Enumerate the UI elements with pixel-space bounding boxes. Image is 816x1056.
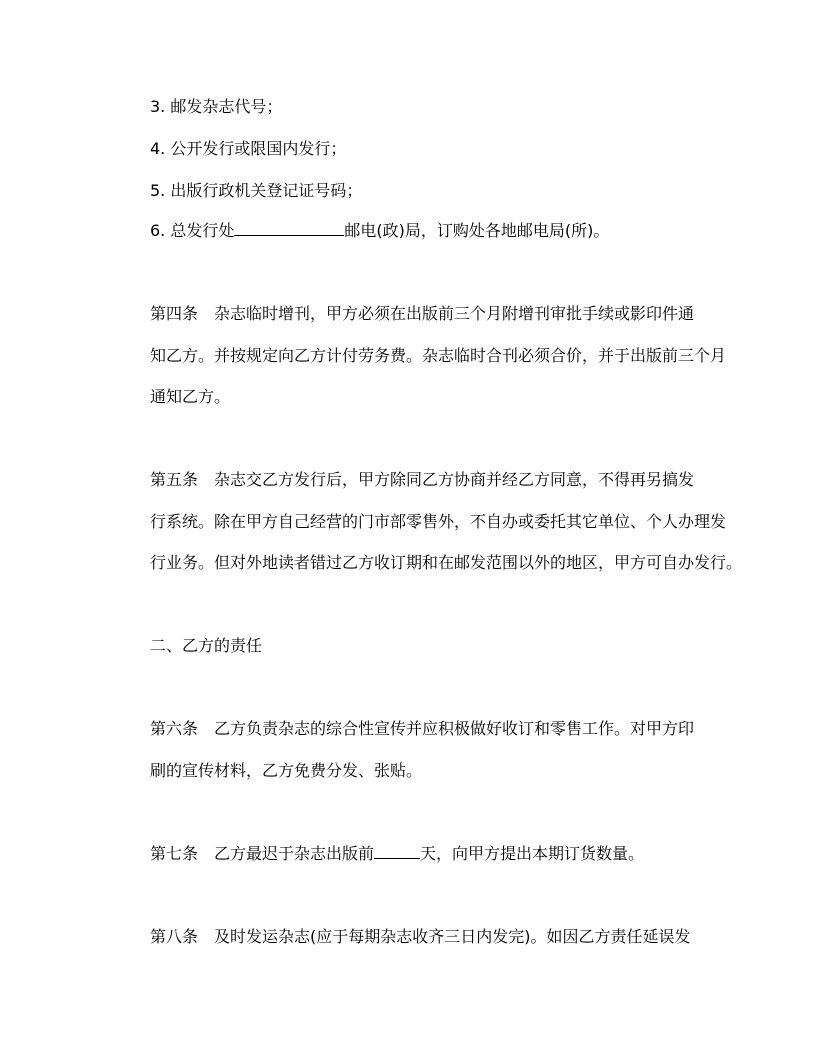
article-6-line-1: 第六条 乙方负责杂志的综合性宣传并应积极做好收订和零售工作。对甲方印 [150,719,695,738]
article-5-line-1: 第五条 杂志交乙方发行后，甲方除同乙方协商并经乙方同意，不得再另搞发 [150,470,695,489]
article-4-line-3: 通知乙方。 [150,387,231,406]
list-item-6-suffix: 邮电(政)局，订购处各地邮电局(所)。 [344,221,610,240]
list-item-6-prefix: 6. 总发行处 [150,221,235,240]
article-5-line-3: 行业务。但对外地读者错过乙方收订期和在邮发范围以外的地区，甲方可自办发行。 [150,553,743,572]
list-item-6 [150,221,609,241]
article-4-line-2: 知乙方。并按规定向乙方计付劳务费。杂志临时合刊必须合价，并于出版前三个月 [150,346,727,365]
article-8-line-1: 第八条 及时发运杂志(应于每期杂志收齐三日内发完)。如因乙方责任延误发 [150,927,691,946]
article-6-line-2: 刷的宣传材料，乙方免费分发、张贴。 [150,761,423,780]
fill-in-blank [374,844,420,859]
article-5-line-2: 行系统。除在甲方自己经营的门市部零售外，不自办或委托其它单位、个人办理发 [150,512,727,531]
article-7-suffix: 天，向甲方提出本期订货数量。 [420,844,645,863]
list-item-5: 5. 出版行政机关登记证号码； [150,181,363,200]
article-7-prefix: 第七条 乙方最迟于杂志出版前 [150,844,375,863]
article-4-line-1: 第四条 杂志临时增刊，甲方必须在出版前三个月附增刊审批手续或影印件通 [150,304,695,323]
article-7-line [150,844,644,864]
section-heading: 二、乙方的责任 [150,636,263,655]
list-item-3: 3. 邮发杂志代号； [150,97,283,116]
fill-in-blank [234,221,344,236]
list-item-4: 4. 公开发行或限国内发行； [150,139,347,158]
